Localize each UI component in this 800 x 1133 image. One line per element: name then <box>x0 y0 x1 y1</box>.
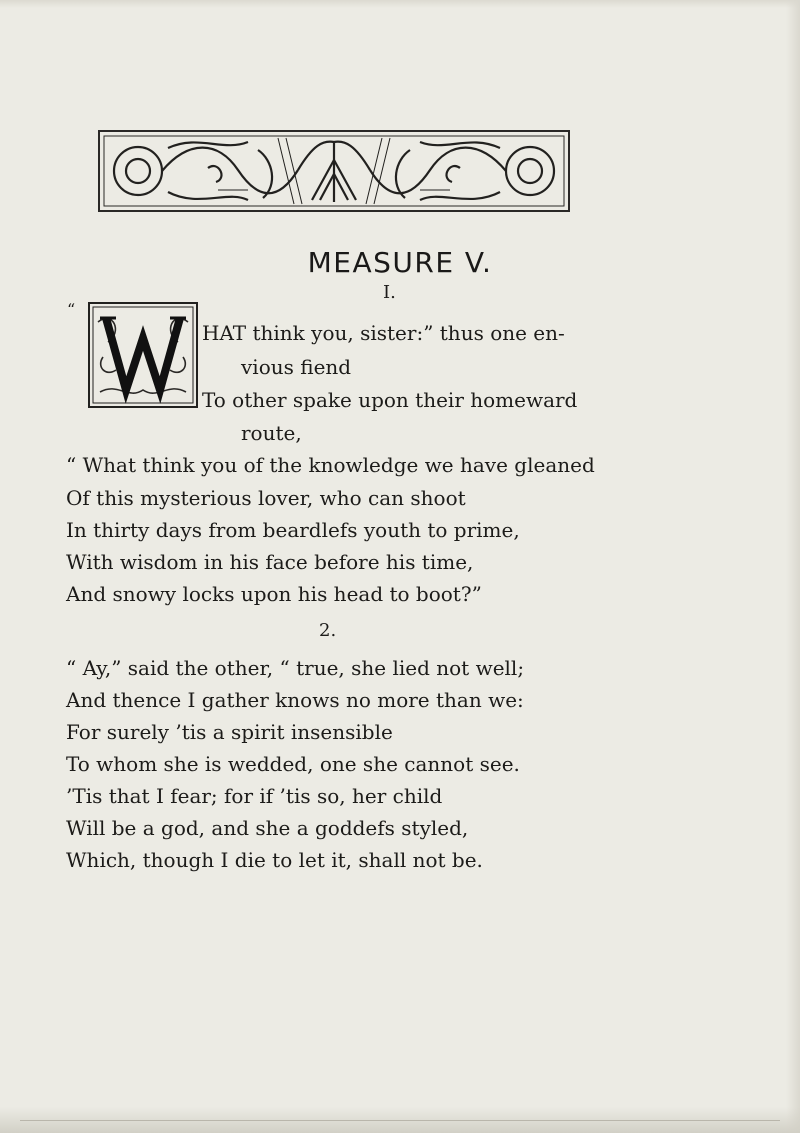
verse-line: And thence I gather knows no more than we: <box>66 688 524 712</box>
stanza-number: 2. <box>319 620 337 641</box>
page-edge <box>786 0 800 1133</box>
page-edge <box>0 0 800 8</box>
verse-line: And snowy locks upon his head to boot?” <box>66 582 482 606</box>
verse-line: route, <box>241 421 302 445</box>
opening-quote: “ <box>67 300 76 319</box>
verse-line: HAT think you, sister:” thus one en- <box>202 321 565 345</box>
verse-line: Of this mysterious lover, who can shoot <box>66 486 466 510</box>
stanza-number: I. <box>383 282 396 303</box>
verse-line: Which, though I die to let it, shall not be. <box>66 848 483 872</box>
drop-cap <box>88 302 198 408</box>
verse-line: For surely ’tis a spirit insensible <box>66 720 393 744</box>
page-title: MEASURE V. <box>307 246 493 279</box>
verse-line: vious fiend <box>241 355 352 379</box>
drop-cap-ornament <box>88 302 198 408</box>
verse-line: To whom she is wedded, one she cannot see. <box>66 752 520 776</box>
verse-line: ’Tis that I fear; for if ’tis so, her child <box>66 784 443 808</box>
verse-line: “ Ay,” said the other, “ true, she lied not well; <box>66 656 525 680</box>
verse-line: With wisdom in his face before his time, <box>66 550 474 574</box>
page-rule <box>20 1120 780 1121</box>
verse-line: In thirty days from beardlefs youth to prime, <box>66 518 520 542</box>
ornamental-headpiece <box>98 130 570 212</box>
verse-line: Will be a god, and she a goddefs styled, <box>66 816 469 840</box>
verse-line: “ What think you of the knowledge we have gleaned <box>66 453 595 477</box>
verse-line: To other spake upon their homeward <box>202 388 578 412</box>
